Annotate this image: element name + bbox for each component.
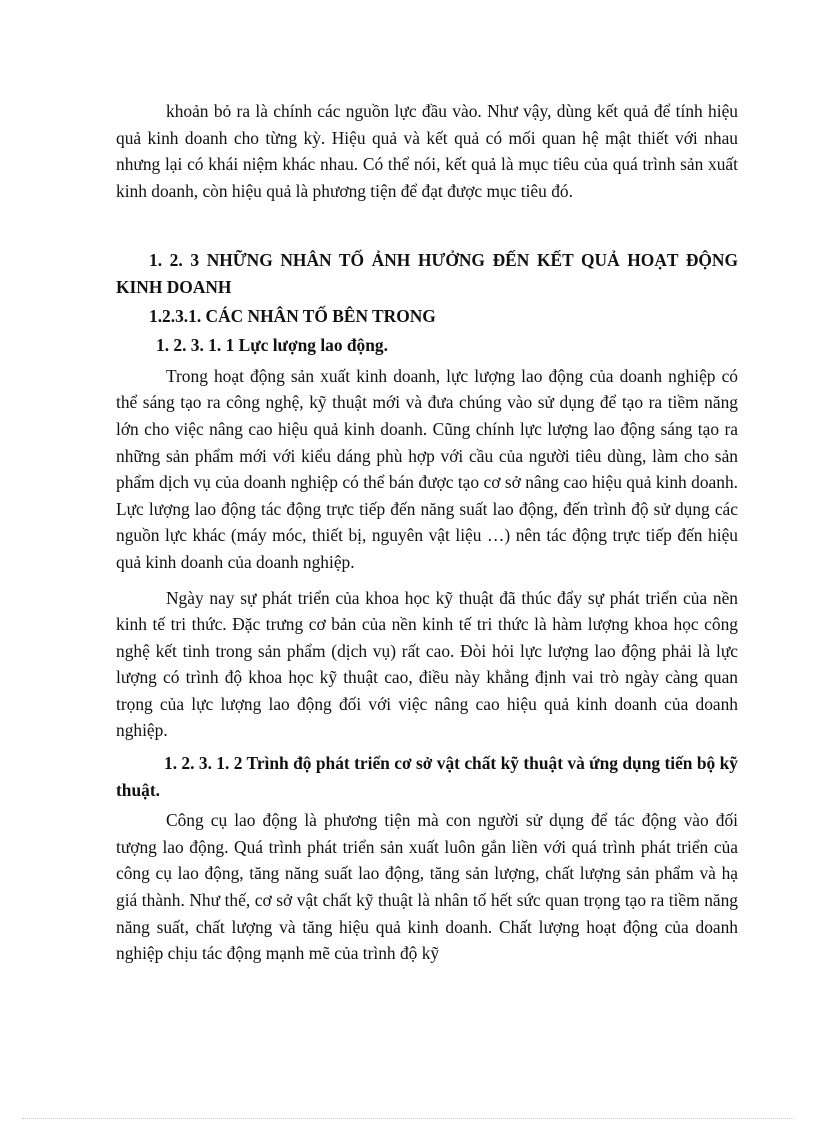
section-heading: 1. 2. 3 NHỮNG NHÂN TỐ ẢNH HƯỞNG ĐẾN KẾT QUẢ HOẠT ĐỘNG KINH DOANH xyxy=(116,250,738,297)
subsection-heading: 1.2.3.1. CÁC NHÂN TỐ BÊN TRONG xyxy=(149,305,436,326)
item-heading-labor: 1. 2. 3. 1. 1 Lực lượng lao động. xyxy=(156,335,388,356)
intro-paragraph: khoản bỏ ra là chính các nguồn lực đầu vào. Như vậy, dùng kết quả để tính hiệu quả kinh doanh cho từng kỳ. Hiệu quả và kết quả có mối quan hệ mật thiết với nhau nhưng lại có khái niệm khác nhau. Có thể nói, kết quả là mục tiêu của quá trình sản xuất kinh doanh, còn hiệu quả là phương tiện để đạt được mục tiêu đó. xyxy=(116,101,738,201)
labor-paragraph-2: Ngày nay sự phát triển của khoa học kỹ thuật đã thúc đẩy sự phát triển của nền kinh tế tri thức. Đặc trưng cơ bản của nền kinh tế tri thức là hàm lượng khoa học công nghệ kết tinh trong sản phẩm (dịch vụ) rất cao. Đòi hỏi lực lượng lao động phải là lực lượng có trình độ khoa học kỹ thuật cao, điều này khẳng định vai trò ngày càng quan trọng của lực lượng lao động đối với việc nâng cao hiệu quả kinh doanh của doanh nghiệp. xyxy=(116,587,738,741)
item-heading-tech: 1. 2. 3. 1. 2 Trình độ phát triển cơ sở vật chất kỹ thuật và ứng dụng tiến bộ kỹ thuật. xyxy=(116,753,738,800)
page-footer-rule xyxy=(22,1118,794,1119)
text-column xyxy=(116,98,738,967)
tech-paragraph: Công cụ lao động là phương tiện mà con người sử dụng để tác động vào đối tượng lao động. Quá trình phát triển sản xuất luôn gắn liền với quá trình phát triển của công cụ lao động, tăng năng suất lao động, tăng sản lượng, chất lượng sản phẩm và hạ giá thành. Như thế, cơ sở vật chất kỹ thuật là nhân tố hết sức quan trọng tạo ra tiềm năng năng suất, chất lượng và tăng hiệu quả kinh doanh. Chất lượng hoạt động của doanh nghiệp chịu tác động mạnh mẽ của trình độ kỹ xyxy=(116,810,738,964)
labor-paragraph-1: Trong hoạt động sản xuất kinh doanh, lực lượng lao động của doanh nghiệp có thể sáng tạo ra công nghệ, kỹ thuật mới và đưa chúng vào sử dụng để tạo ra tiềm năng lớn cho việc nâng cao hiệu quả kinh doanh. Cũng chính lực lượng lao động sáng tạo ra những sản phẩm mới với kiểu dáng phù hợp với cầu của người tiêu dùng, làm cho sản phẩm dịch vụ của doanh nghiệp có thể bán được tạo cơ sở nâng cao hiệu quả kinh doanh. Lực lượng lao động tác động trực tiếp đến năng suất lao động, đến trình độ sử dụng các nguồn lực khác (máy móc, thiết bị, nguyên vật liệu …) nên tác động trực tiếp đến hiệu quả kinh doanh của doanh nghiệp. xyxy=(116,365,738,572)
